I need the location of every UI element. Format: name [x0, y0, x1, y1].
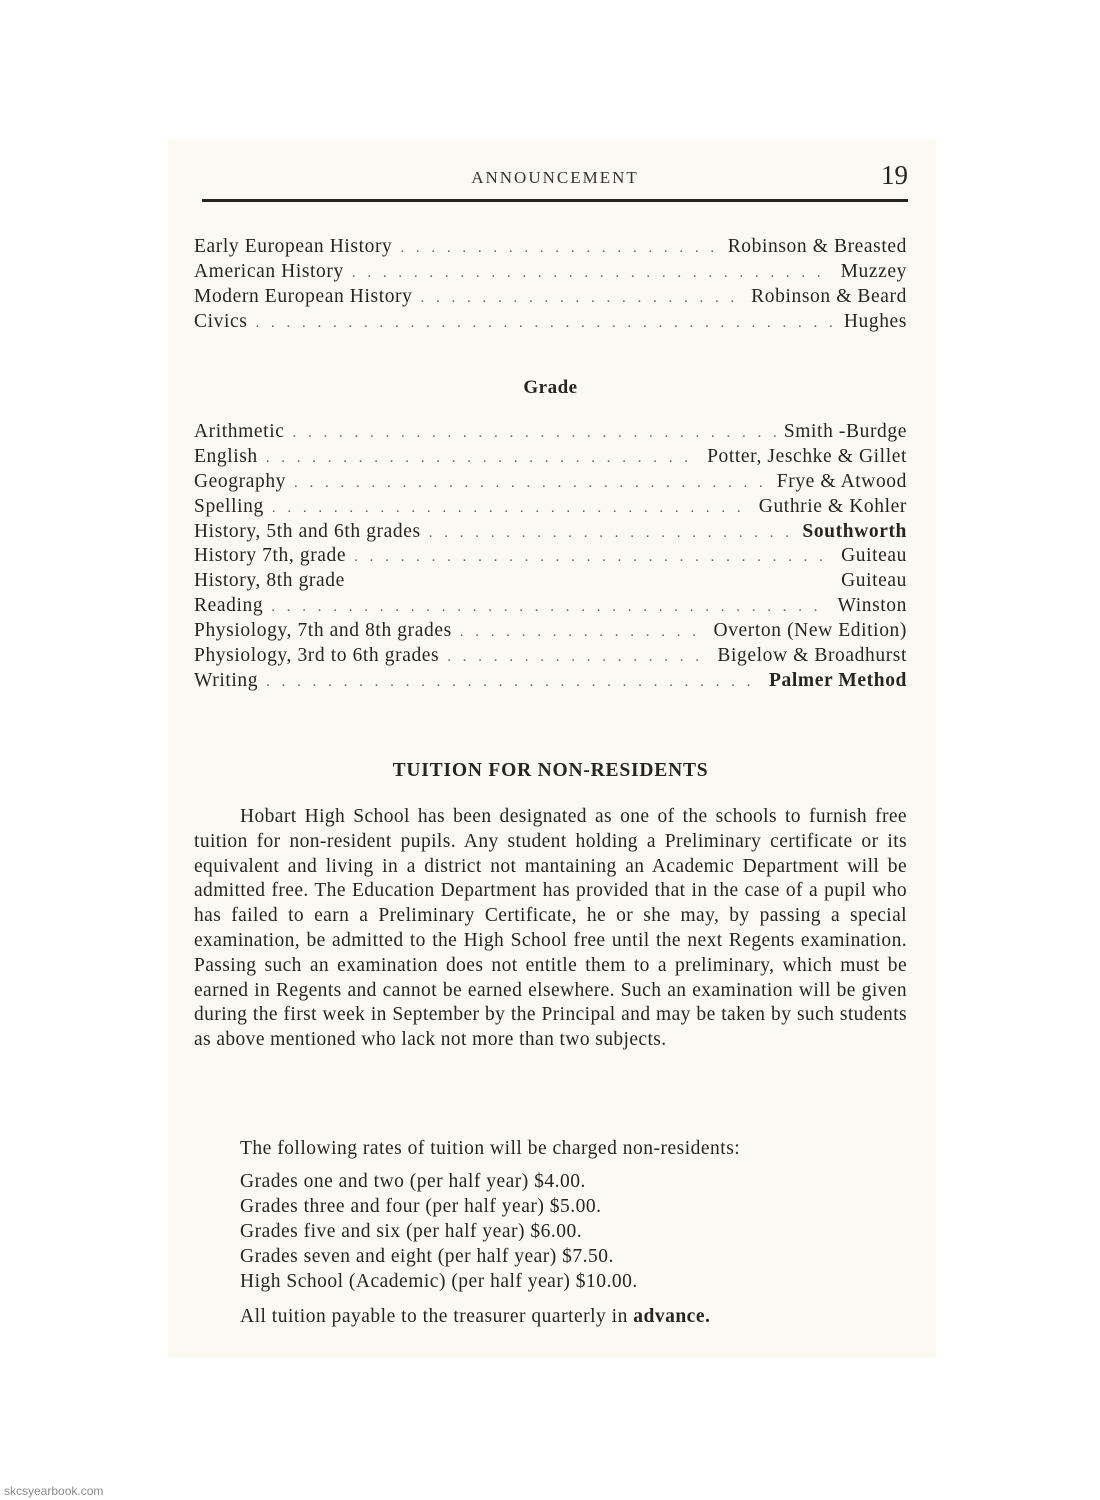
payable-text: All tuition payable to the treasurer quarterly in [240, 1306, 634, 1327]
author-label: Smith -Burdge [783, 421, 907, 442]
author-label: Muzzey [840, 260, 907, 282]
author-label: Hughes [843, 310, 907, 332]
dot-leader [255, 315, 835, 332]
author-label: Guiteau [841, 570, 907, 592]
subject-label: American History [194, 260, 344, 282]
page-header [202, 160, 908, 200]
textbook-list-grade [194, 421, 907, 695]
list-row [194, 286, 907, 311]
dot-leader [266, 450, 699, 467]
dot-leader [266, 674, 761, 691]
author-label: Frye & Atwood [776, 470, 907, 492]
author-label: Bigelow & Broadhurst [717, 645, 907, 667]
dot-leader [400, 240, 719, 257]
dot-leader [294, 475, 769, 492]
subject-label: Reading [194, 595, 264, 617]
author-label: Winston [837, 595, 907, 617]
list-row [194, 311, 907, 336]
list-row [194, 236, 907, 261]
dot-leader [352, 265, 833, 282]
dot-leader [272, 500, 751, 517]
tuition-paragraph: Hobart High School has been designated as one of the schools to furnish free tuition for non-resident pupils. Any student holding a Preliminary certificate or its equivalent and living in a district not mantaining an Academic Department will be admitted free. The Education Department has provided that in the case of a pupil who has failed to earn a Preliminary Certificate, he or she may, by passing a special examination, be admitted to the High School free until the next Regents examination. Passing such an examination does not entitle them to a preliminary, which must be earned in Regents and cannot be earned elsewhere. Such an examination will be given during the first week in September by the Principal and may be taken by such students as above mentioned who lack not more than two subjects. [194, 806, 907, 1051]
dot-leader [354, 549, 833, 566]
list-row [194, 620, 907, 645]
subject-label: Writing [194, 669, 259, 691]
subject-label: Geography [194, 470, 287, 492]
tuition-rates-list [240, 1170, 638, 1294]
list-row [194, 595, 907, 620]
subject-label: History, 8th grade [194, 570, 345, 592]
page-number: 19 [881, 160, 908, 190]
rate-line: Grades three and four (per half year) $5.00. [240, 1195, 602, 1217]
list-row [194, 670, 907, 695]
author-label: Southworth [802, 520, 907, 542]
rate-line: High School (Academic) (per half year) $10.00. [240, 1270, 638, 1292]
list-row [194, 421, 907, 446]
rate-line: Grades one and two (per half year) $4.00. [240, 1171, 586, 1192]
dot-leader [460, 624, 706, 641]
payable-note [240, 1306, 710, 1328]
subject-label: History 7th, grade [194, 545, 347, 567]
author-label: Overton (New Edition) [713, 620, 907, 642]
subject-label: English [194, 445, 258, 467]
tuition-heading: TUITION FOR NON-RESIDENTS [392, 760, 709, 781]
author-label: Potter, Jeschke & Gillet [707, 445, 907, 467]
rates-intro: The following rates of tuition will be charged non-residents: [240, 1138, 741, 1159]
list-row [194, 570, 907, 595]
author-label: Robinson & Beard [751, 285, 907, 307]
rate-line: Grades five and six (per half year) $6.00. [240, 1220, 583, 1242]
dot-leader [292, 425, 775, 442]
subject-label: Modern European History [194, 285, 413, 307]
subject-label: Physiology, 7th and 8th grades [194, 620, 452, 642]
author-label: Guthrie & Kohler [758, 495, 907, 517]
list-row [194, 446, 907, 471]
author-label: Robinson & Breasted [727, 236, 907, 257]
dot-leader [447, 649, 709, 666]
list-row [194, 496, 907, 521]
dot-leader [421, 290, 744, 307]
dot-leader [429, 525, 795, 542]
textbook-list-upper [194, 236, 907, 336]
subject-label: Physiology, 3rd to 6th grades [194, 645, 440, 667]
list-row [194, 545, 907, 570]
watermark: skcsyearbook.com [4, 1484, 104, 1498]
grade-heading: Grade [523, 377, 578, 398]
list-row [194, 471, 907, 496]
list-row [194, 261, 907, 286]
subject-label: Early European History [194, 236, 393, 257]
list-row [194, 645, 907, 670]
author-label: Palmer Method [769, 669, 907, 691]
subject-label: History, 5th and 6th grades [194, 520, 421, 542]
author-label: Guiteau [841, 545, 907, 567]
subject-label: Arithmetic [194, 421, 285, 442]
list-row [194, 521, 907, 546]
running-title: ANNOUNCEMENT [471, 168, 639, 187]
dot-leader [271, 599, 829, 616]
header-rule [202, 199, 908, 202]
payable-emphasis: advance. [633, 1306, 711, 1327]
rate-line: Grades seven and eight (per half year) $7.50. [240, 1245, 614, 1267]
subject-label: Civics [194, 310, 248, 332]
subject-label: Spelling [194, 495, 264, 517]
